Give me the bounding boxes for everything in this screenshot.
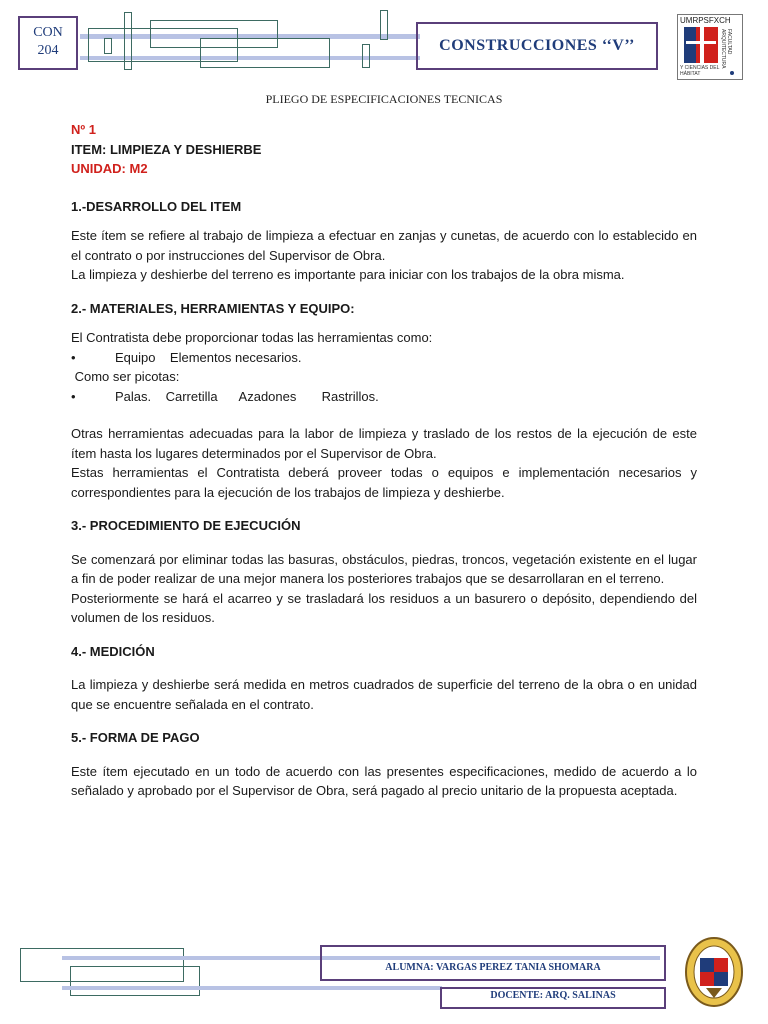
section-3-paragraph-2: Posteriormente se hará el acarreo y se trasladará los residuos a un basurero o depósito, dependiendo del volumen de los residuos. — [71, 590, 697, 625]
section-4-title: 4.- MEDICIÓN — [71, 643, 155, 659]
item-unit: UNIDAD: M2 — [71, 161, 148, 176]
faculty-logo-text: UMRPSFXCH — [680, 16, 731, 25]
section-2-title: 2.- MATERIALES, HERRAMIENTAS Y EQUIPO: — [71, 300, 355, 316]
list-item — [71, 387, 697, 407]
section-2-paragraph-4: Estas herramientas el Contratista deberá proveer todas o equipos e implementación necesarios y correspondientes para la ejecución de los trabajos de limpieza y deshierbe. — [71, 465, 697, 500]
footer-deco-rect — [70, 966, 200, 996]
list-item — [71, 348, 697, 368]
faculty-logo-subtext: Y CIENCIAS DEL HÁBITAT — [680, 65, 720, 77]
document-title: PLIEGO DE ESPECIFICACIONES TECNICAS — [265, 92, 503, 106]
section-1-paragraph-2: La limpieza y deshierbe del terreno es importante para iniciar con los trabajos de la obra misma. — [71, 267, 625, 282]
section-2-paragraph-1: El Contratista debe proporcionar todas las herramientas como: — [71, 330, 433, 345]
bullet-mark: • — [71, 388, 76, 404]
document-body — [71, 120, 697, 801]
course-code-box — [18, 16, 78, 70]
footer-deco-bar — [62, 986, 442, 990]
faculty-logo-side-text: FACULTAD ARQUITECTURA — [720, 29, 732, 69]
header-deco-rect — [380, 10, 388, 40]
university-seal-icon — [684, 936, 744, 1008]
item-number: Nº 1 — [71, 122, 96, 137]
section-3-paragraph-1: Se comenzará por eliminar todas las basuras, obstáculos, piedras, troncos, vegetación existente en el lugar a fin de poder realizar de una mejor manera los posteriores trabajos que se desarrollaran en el terreno. — [71, 551, 697, 586]
section-1-paragraph-1: Este ítem se refiere al trabajo de limpieza a efectuar en zanjas y cunetas, de acuerdo con lo establecido en el contrato o por instrucciones del Supervisor de Obra. — [71, 228, 697, 263]
course-code-line1: CON — [33, 25, 63, 40]
header-deco-rect — [200, 38, 330, 68]
section-2-paragraph-3: Otras herramientas adecuadas para la labor de limpieza y traslado de los restos de la ejecución de este ítem hasta los lugares determinados por el Supervisor de Obra. — [71, 426, 697, 461]
bullet-text: Palas. Carretilla Azadones Rastrillos. — [115, 388, 379, 404]
section-5-title: 5.- FORMA DE PAGO — [71, 730, 200, 745]
course-code-line2: 204 — [37, 43, 59, 58]
section-1-title: 1.-DESARROLLO DEL ITEM — [71, 198, 242, 214]
header-deco-rect — [362, 44, 370, 68]
student-name: ALUMNA: VARGAS PEREZ TANIA SHOMARA — [385, 962, 601, 973]
bullet-text: Equipo Elementos necesarios. — [115, 349, 302, 365]
header-deco-rect — [124, 12, 132, 70]
brand-title-box — [416, 22, 658, 70]
section-3-title: 3.- PROCEDIMIENTO DE EJECUCIÓN — [71, 518, 301, 533]
bullet-mark: • — [71, 349, 76, 365]
section-5-paragraph-1: Este ítem ejecutado en un todo de acuerdo con las presentes especificaciones, medido de acuerdo a lo señalado y aprobado por el Supervisor de Obra, será pagado al precio unitario de la propuesta aceptada. — [71, 763, 697, 798]
teacher-name: DOCENTE: ARQ. SALINAS — [490, 990, 616, 1001]
section-4-paragraph-1: La limpieza y deshierbe será medida en metros cuadrados de superficie del terreno de la obra o en unidad que se encuentre señalada en el contrato. — [71, 677, 697, 712]
item-name: ITEM: LIMPIEZA Y DESHIERBE — [71, 141, 262, 157]
header-deco-rect — [104, 38, 112, 54]
section-2-paragraph-2: Como ser picotas: — [71, 369, 180, 384]
brand-title: CONSTRUCCIONES ‘‘V’’ — [439, 37, 635, 54]
faculty-logo — [677, 14, 743, 80]
